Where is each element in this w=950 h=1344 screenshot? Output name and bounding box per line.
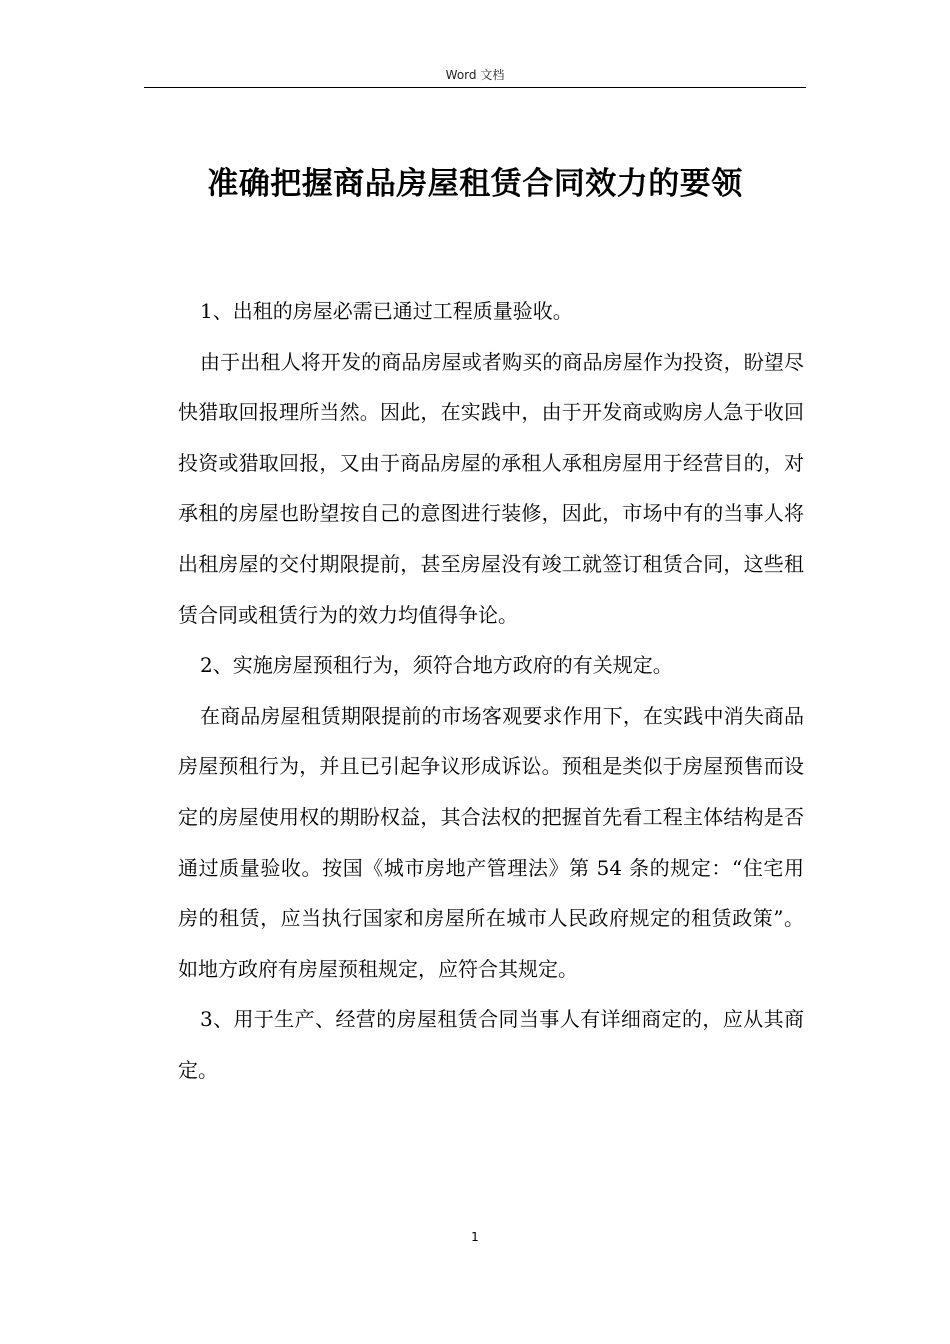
paragraph-2: 由于出租人将开发的商品房屋或者购买的商品房屋作为投资，盼望尽快猎取回报理所当然。因此，在实践中，由于开发商或购房人急于收回投资或猎取回报，又由于商品房屋的承租人承租房屋用于经营目的，对承租的房屋也盼望按自己的意图进行装修，因此，市场中有的当事人将出租房屋的交付期限提前，甚至房屋没有竣工就签订租赁合同，这些租赁合同或租赁行为的效力均值得争论。: [178, 349, 804, 627]
page-header: Word 文档: [445, 68, 505, 82]
header-divider: [144, 87, 806, 88]
page-number: 1: [471, 1230, 479, 1244]
paragraph-4: 在商品房屋租赁期限提前的市场客观要求作用下，在实践中消失商品房屋预租行为，并且已引起争议形成诉讼。预租是类似于房屋预售而设定的房屋使用权的期盼权益，其合法权的把握首先看工程主体结构是否通过质量验收。按国《城市房地产管理法》第 54 条的规定：“住宅用房的租赁，应当执行国家和房屋所在城市人民政府规定的租赁政策”。如地方政府有房屋预租规定，应符合其规定。: [178, 703, 804, 981]
paragraph-3: 2、实施房屋预租行为，须符合地方政府的有关规定。: [200, 653, 673, 678]
paragraph-5: 3、用于生产、经营的房屋租赁合同当事人有详细商定的，应从其商定。: [178, 1007, 804, 1082]
paragraph-1: 1、出租的房屋必需已通过工程质量验收。: [200, 299, 573, 323]
document-title: 准确把握商品房屋租赁合同效力的要领: [207, 166, 743, 202]
document-body: [178, 286, 804, 1096]
